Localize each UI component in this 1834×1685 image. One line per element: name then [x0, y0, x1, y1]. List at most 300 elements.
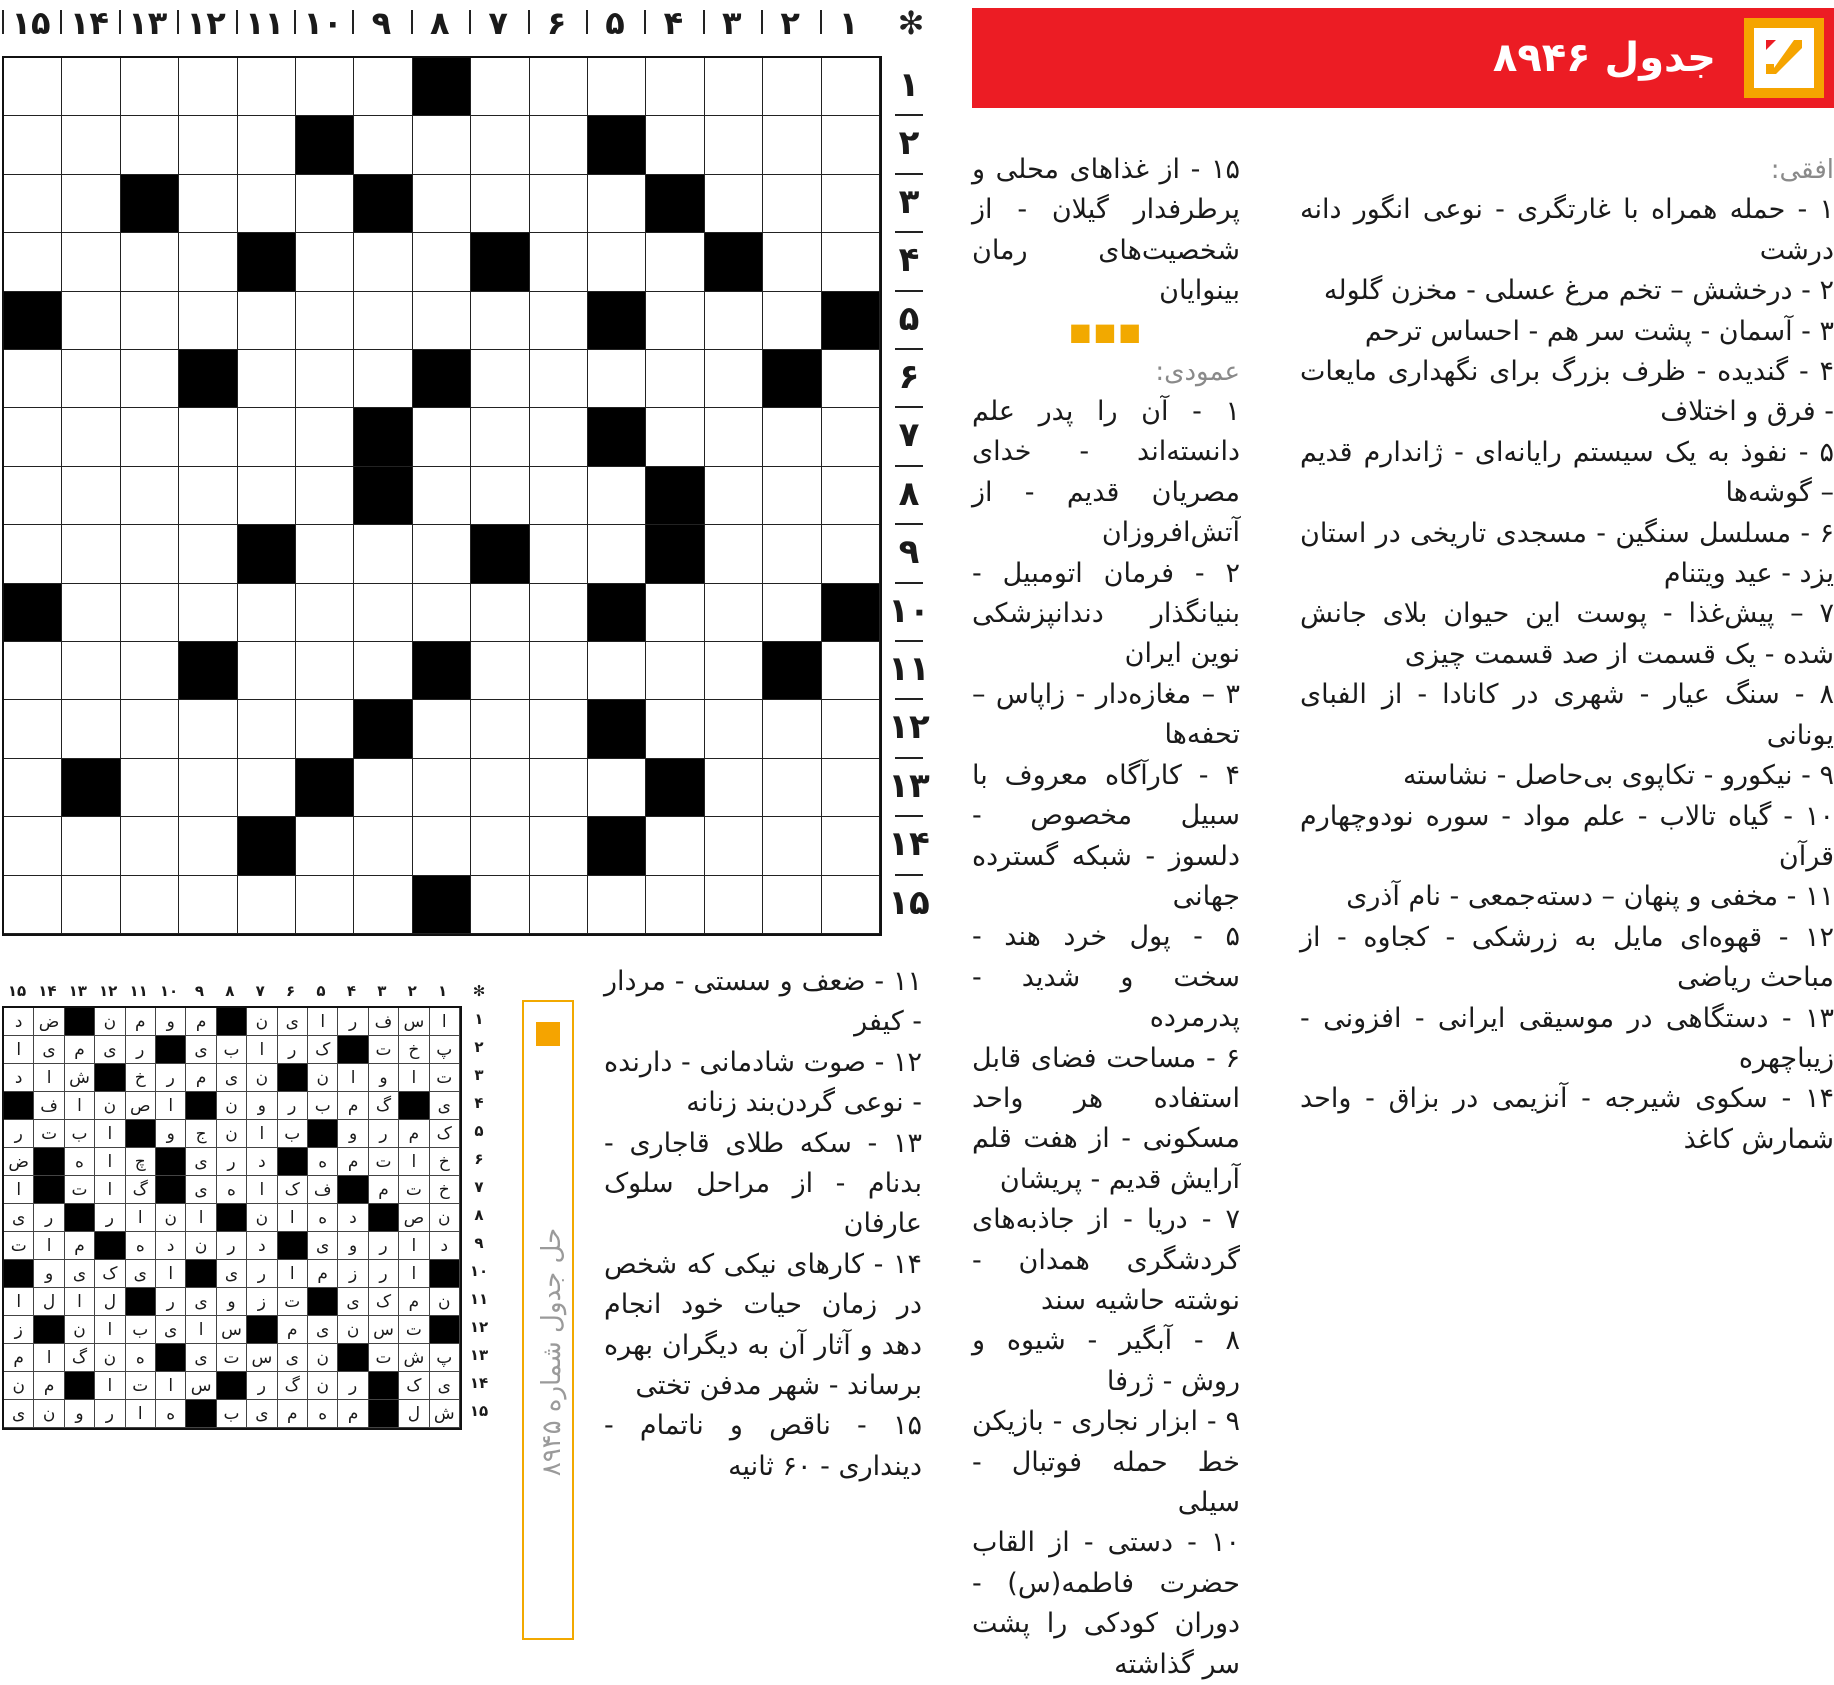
- grid-cell[interactable]: [530, 350, 588, 408]
- grid-cell[interactable]: [471, 292, 529, 350]
- grid-cell[interactable]: [646, 292, 704, 350]
- grid-cell[interactable]: [238, 292, 296, 350]
- solution-letter: ا: [34, 1344, 64, 1372]
- grid-cell[interactable]: [530, 700, 588, 758]
- grid-cell[interactable]: [4, 759, 62, 817]
- solution-letter: ا: [399, 1232, 429, 1260]
- grid-cell[interactable]: [646, 876, 704, 934]
- column-number: ۱۴: [69, 4, 109, 42]
- grid-cell[interactable]: [179, 58, 237, 116]
- clue-entry: ۱۱ - مخفی و پنهان – دسته‌جمعی - نام آذری: [1346, 881, 1834, 913]
- column-number: ۵: [605, 4, 625, 42]
- grid-cell[interactable]: [822, 233, 880, 291]
- black-square: [238, 525, 296, 583]
- grid-cell[interactable]: [588, 525, 646, 583]
- solution-letter: ت: [369, 1344, 399, 1372]
- grid-cell[interactable]: [763, 175, 821, 233]
- grid-cell[interactable]: [413, 116, 471, 174]
- grid-cell[interactable]: [121, 467, 179, 525]
- grid-cell[interactable]: [763, 700, 821, 758]
- grid-cell[interactable]: [62, 175, 120, 233]
- solution-black-square: [156, 1176, 186, 1204]
- grid-cell[interactable]: [4, 817, 62, 875]
- column-number: ۱۲: [186, 4, 226, 42]
- grid-cell[interactable]: [179, 175, 237, 233]
- grid-cell[interactable]: [121, 408, 179, 466]
- grid-cell[interactable]: [121, 759, 179, 817]
- grid-cell[interactable]: [471, 759, 529, 817]
- solution-letter: ر: [217, 1148, 247, 1176]
- grid-cell[interactable]: [705, 876, 763, 934]
- solution-letter: ن: [65, 1316, 95, 1344]
- solution-letter: ب: [65, 1120, 95, 1148]
- grid-cell[interactable]: [705, 525, 763, 583]
- grid-cell[interactable]: [588, 759, 646, 817]
- grid-cell[interactable]: [62, 467, 120, 525]
- solution-black-square: [95, 1064, 125, 1092]
- solution-letter: ت: [217, 1344, 247, 1372]
- grid-cell[interactable]: [296, 350, 354, 408]
- grid-cell[interactable]: [179, 759, 237, 817]
- grid-cell[interactable]: [413, 292, 471, 350]
- grid-cell[interactable]: [413, 233, 471, 291]
- solution-letter: ا: [278, 1204, 308, 1232]
- solution-letter: س: [369, 1316, 399, 1344]
- black-square: [705, 233, 763, 291]
- solution-letter: ک: [430, 1120, 460, 1148]
- grid-cell[interactable]: [705, 175, 763, 233]
- grid-cell[interactable]: [4, 408, 62, 466]
- grid-cell[interactable]: [822, 642, 880, 700]
- solution-letter: ا: [95, 1372, 125, 1400]
- grid-cell[interactable]: [471, 584, 529, 642]
- solution-letter: ا: [247, 1036, 277, 1064]
- solution-column-number: ۱۱: [129, 982, 148, 1000]
- grid-cell[interactable]: [588, 350, 646, 408]
- grid-cell[interactable]: [471, 642, 529, 700]
- solution-letter: د: [156, 1232, 186, 1260]
- grid-cell[interactable]: [471, 408, 529, 466]
- solution-letter: ص: [399, 1204, 429, 1232]
- solution-black-square: [338, 1344, 368, 1372]
- solution-letter: ت: [430, 1064, 460, 1092]
- solution-letter: ل: [34, 1288, 64, 1316]
- grid-cell[interactable]: [471, 116, 529, 174]
- grid-cell[interactable]: [4, 700, 62, 758]
- solution-letter: ی: [430, 1372, 460, 1400]
- solution-letter: ی: [186, 1344, 216, 1372]
- solution-column-number: ۱۵: [7, 982, 27, 1000]
- grid-cell[interactable]: [238, 642, 296, 700]
- grid-cell[interactable]: [62, 876, 120, 934]
- grid-cell[interactable]: [179, 525, 237, 583]
- black-square: [822, 584, 880, 642]
- solution-letter: ه: [65, 1148, 95, 1176]
- grid-cell[interactable]: [62, 408, 120, 466]
- grid-cell[interactable]: [705, 642, 763, 700]
- grid-cell[interactable]: [763, 759, 821, 817]
- grid-cell[interactable]: [822, 467, 880, 525]
- solution-black-square: [65, 1008, 95, 1036]
- solution-letter: ی: [95, 1036, 125, 1064]
- row-separator: [895, 173, 923, 175]
- grid-cell[interactable]: [763, 876, 821, 934]
- grid-cell[interactable]: [354, 642, 412, 700]
- grid-cell[interactable]: [62, 642, 120, 700]
- grid-cell[interactable]: [4, 58, 62, 116]
- grid-cell[interactable]: [763, 116, 821, 174]
- grid-cell[interactable]: [121, 817, 179, 875]
- black-square: [4, 292, 62, 350]
- solution-letter: ش: [430, 1400, 460, 1428]
- grid-cell[interactable]: [763, 408, 821, 466]
- grid-cell[interactable]: [238, 350, 296, 408]
- grid-cell[interactable]: [413, 700, 471, 758]
- solution-letter: ب: [278, 1120, 308, 1148]
- grid-cell[interactable]: [588, 233, 646, 291]
- grid-cell[interactable]: [471, 58, 529, 116]
- grid-cell[interactable]: [588, 58, 646, 116]
- grid-cell[interactable]: [296, 817, 354, 875]
- grid-cell[interactable]: [354, 876, 412, 934]
- black-square: [413, 876, 471, 934]
- grid-cell[interactable]: [121, 700, 179, 758]
- grid-cell[interactable]: [413, 759, 471, 817]
- grid-cell[interactable]: [179, 408, 237, 466]
- grid-cell[interactable]: [179, 467, 237, 525]
- grid-cell[interactable]: [296, 467, 354, 525]
- grid-cell[interactable]: [763, 817, 821, 875]
- grid-cell[interactable]: [354, 584, 412, 642]
- grid-cell[interactable]: [646, 642, 704, 700]
- grid-cell[interactable]: [822, 876, 880, 934]
- black-square: [179, 642, 237, 700]
- grid-cell[interactable]: [354, 292, 412, 350]
- grid-cell[interactable]: [238, 58, 296, 116]
- row-separator: [895, 114, 923, 116]
- solution-letter: ت: [4, 1232, 34, 1260]
- grid-cell[interactable]: [705, 584, 763, 642]
- grid-cell[interactable]: [705, 817, 763, 875]
- grid-cell[interactable]: [179, 584, 237, 642]
- grid-cell[interactable]: [296, 876, 354, 934]
- solution-letter: د: [247, 1232, 277, 1260]
- grid-cell[interactable]: [530, 58, 588, 116]
- solution-row-number: ۶: [474, 1150, 484, 1168]
- grid-cell[interactable]: [763, 467, 821, 525]
- grid-cell[interactable]: [530, 292, 588, 350]
- grid-cell[interactable]: [588, 175, 646, 233]
- grid-cell[interactable]: [62, 700, 120, 758]
- grid-cell[interactable]: [822, 116, 880, 174]
- grid-cell[interactable]: [471, 817, 529, 875]
- grid-cell[interactable]: [646, 58, 704, 116]
- solution-letter: م: [278, 1316, 308, 1344]
- grid-cell[interactable]: [530, 642, 588, 700]
- clue-entry: ۱۵ - از غذاهای محلی و پرطرفدار گیلان - از شخصیت‌های رمان بینوایان: [972, 154, 1240, 307]
- section-divider: ■■■: [1068, 317, 1144, 346]
- solution-letter: ی: [308, 1232, 338, 1260]
- solution-letter: ر: [369, 1120, 399, 1148]
- solution-letter: ف: [34, 1092, 64, 1120]
- solution-letter: م: [186, 1064, 216, 1092]
- solution-column-labels: [0, 982, 492, 1006]
- grid-cell[interactable]: [822, 525, 880, 583]
- black-square: [646, 467, 704, 525]
- solution-black-square: [247, 1316, 277, 1344]
- clue-entry: ۲ - درخشش – تخم مرغ عسلی - مخزن گلوله: [1323, 275, 1834, 307]
- solution-black-square: [126, 1288, 156, 1316]
- grid-cell[interactable]: [179, 233, 237, 291]
- grid-cell[interactable]: [354, 817, 412, 875]
- grid-cell[interactable]: [238, 700, 296, 758]
- clue-entry: ۱۰ - گیاه تالاب - علم مواد - سوره نودوچهارم قرآن: [1300, 800, 1834, 872]
- grid-cell[interactable]: [530, 759, 588, 817]
- grid-cell[interactable]: [238, 584, 296, 642]
- grid-cell[interactable]: [471, 350, 529, 408]
- grid-cell[interactable]: [822, 58, 880, 116]
- grid-cell[interactable]: [238, 759, 296, 817]
- grid-cell[interactable]: [763, 525, 821, 583]
- grid-cell[interactable]: [646, 408, 704, 466]
- grid-cell[interactable]: [705, 116, 763, 174]
- grid-cell[interactable]: [822, 175, 880, 233]
- grid-cell[interactable]: [238, 175, 296, 233]
- grid-cell[interactable]: [296, 292, 354, 350]
- row-separator: [895, 582, 923, 584]
- grid-cell[interactable]: [354, 116, 412, 174]
- grid-cell[interactable]: [179, 116, 237, 174]
- grid-cell[interactable]: [413, 175, 471, 233]
- grid-cell[interactable]: [646, 584, 704, 642]
- solution-letter: س: [399, 1008, 429, 1036]
- grid-cell[interactable]: [705, 350, 763, 408]
- grid-cell[interactable]: [530, 116, 588, 174]
- grid-cell[interactable]: [296, 58, 354, 116]
- grid-cell[interactable]: [121, 876, 179, 934]
- grid-cell[interactable]: [705, 58, 763, 116]
- solution-letter: خ: [430, 1176, 460, 1204]
- grid-cell[interactable]: [354, 525, 412, 583]
- row-number: ۱۲: [888, 707, 930, 748]
- solution-letter: ا: [247, 1120, 277, 1148]
- solution-row-number: ۳: [474, 1066, 484, 1084]
- clue-entry: ۲ - فرمان اتومبیل - بنیانگذار دندانپزشکی نوین ایران: [972, 557, 1240, 670]
- grid-cell[interactable]: [354, 759, 412, 817]
- grid-cell[interactable]: [763, 58, 821, 116]
- grid-cell[interactable]: [296, 584, 354, 642]
- grid-cell[interactable]: [296, 525, 354, 583]
- grid-cell[interactable]: [705, 408, 763, 466]
- grid-cell[interactable]: [763, 233, 821, 291]
- grid-cell[interactable]: [763, 292, 821, 350]
- grid-cell[interactable]: [705, 700, 763, 758]
- grid-cell[interactable]: [62, 116, 120, 174]
- grid-cell[interactable]: [296, 233, 354, 291]
- grid-cell[interactable]: [62, 525, 120, 583]
- grid-cell[interactable]: [588, 876, 646, 934]
- grid-cell[interactable]: [413, 467, 471, 525]
- grid-cell[interactable]: [179, 700, 237, 758]
- column-separator: [294, 10, 296, 34]
- grid-cell[interactable]: [62, 233, 120, 291]
- grid-cell[interactable]: [471, 175, 529, 233]
- grid-cell[interactable]: [413, 525, 471, 583]
- grid-cell[interactable]: [705, 759, 763, 817]
- solution-black-square: [369, 1204, 399, 1232]
- row-number: ۹: [898, 532, 920, 573]
- grid-cell[interactable]: [179, 817, 237, 875]
- vertical-clues-continued: [604, 962, 922, 1487]
- grid-cell[interactable]: [296, 700, 354, 758]
- grid-cell[interactable]: [413, 408, 471, 466]
- grid-cell[interactable]: [354, 233, 412, 291]
- grid-cell[interactable]: [646, 817, 704, 875]
- solution-letter: س: [186, 1372, 216, 1400]
- solution-black-square: [278, 1232, 308, 1260]
- grid-cell[interactable]: [705, 292, 763, 350]
- column-separator: [644, 10, 646, 34]
- grid-cell[interactable]: [121, 233, 179, 291]
- grid-cell[interactable]: [62, 817, 120, 875]
- grid-cell[interactable]: [471, 700, 529, 758]
- grid-cell[interactable]: [4, 175, 62, 233]
- solution-black-square: [186, 1092, 216, 1120]
- solution-letter: ن: [217, 1092, 247, 1120]
- grid-cell[interactable]: [822, 817, 880, 875]
- black-square: [471, 233, 529, 291]
- grid-cell[interactable]: [530, 876, 588, 934]
- grid-cell[interactable]: [530, 175, 588, 233]
- grid-cell[interactable]: [296, 642, 354, 700]
- grid-cell[interactable]: [121, 642, 179, 700]
- grid-cell[interactable]: [121, 350, 179, 408]
- grid-cell[interactable]: [354, 350, 412, 408]
- grid-cell[interactable]: [413, 817, 471, 875]
- grid-cell[interactable]: [179, 292, 237, 350]
- grid-cell[interactable]: [646, 116, 704, 174]
- grid-cell[interactable]: [62, 350, 120, 408]
- grid-cell[interactable]: [471, 876, 529, 934]
- solution-letter: ی: [278, 1344, 308, 1372]
- solution-letter: ی: [430, 1092, 460, 1120]
- grid-cell[interactable]: [588, 642, 646, 700]
- grid-cell[interactable]: [121, 525, 179, 583]
- grid-cell[interactable]: [238, 876, 296, 934]
- solution-letter: ی: [247, 1400, 277, 1428]
- solution-letter: ا: [399, 1260, 429, 1288]
- grid-cell[interactable]: [822, 350, 880, 408]
- solution-letter: د: [4, 1008, 34, 1036]
- black-square: [296, 116, 354, 174]
- row-number: ۱۳: [888, 765, 930, 806]
- grid-cell[interactable]: [646, 350, 704, 408]
- solution-letter: و: [65, 1400, 95, 1428]
- solution-letter: م: [338, 1148, 368, 1176]
- grid-cell[interactable]: [121, 292, 179, 350]
- horizontal-clues: [1300, 150, 1834, 1160]
- solution-letter: و: [34, 1260, 64, 1288]
- grid-cell[interactable]: [413, 584, 471, 642]
- column-number: ۱۵: [11, 4, 51, 42]
- grid-cell[interactable]: [530, 525, 588, 583]
- black-square: [296, 759, 354, 817]
- grid-cell[interactable]: [62, 58, 120, 116]
- solution-grid: [2, 1006, 462, 1430]
- clue-entry: ۱۰ - دستی - از القاب حضرت فاطمه(س) - دوران کودکی را پشت سر گذاشته: [972, 1527, 1240, 1680]
- solution-letter: ر: [369, 1260, 399, 1288]
- grid-cell[interactable]: [179, 876, 237, 934]
- column-separator: [177, 10, 179, 34]
- grid-cell[interactable]: [763, 584, 821, 642]
- grid-cell[interactable]: [646, 233, 704, 291]
- solution-black-square: [34, 1176, 64, 1204]
- column-separator: [60, 10, 62, 34]
- grid-cell[interactable]: [4, 233, 62, 291]
- solution-letter: ن: [247, 1064, 277, 1092]
- solution-letter: م: [399, 1288, 429, 1316]
- grid-cell[interactable]: [238, 408, 296, 466]
- solution-letter: ل: [399, 1400, 429, 1428]
- grid-cell[interactable]: [471, 467, 529, 525]
- solution-letter: ا: [156, 1092, 186, 1120]
- grid-cell[interactable]: [822, 700, 880, 758]
- grid-cell[interactable]: [530, 467, 588, 525]
- solution-letter: و: [156, 1008, 186, 1036]
- grid-cell[interactable]: [296, 408, 354, 466]
- grid-cell[interactable]: [588, 467, 646, 525]
- grid-cell[interactable]: [530, 584, 588, 642]
- solution-letter: ی: [278, 1008, 308, 1036]
- grid-cell[interactable]: [238, 467, 296, 525]
- puzzle-header-banner: [972, 8, 1834, 108]
- grid-cell[interactable]: [4, 467, 62, 525]
- grid-cell[interactable]: [822, 759, 880, 817]
- solution-letter: م: [65, 1036, 95, 1064]
- clue-entry: ۵ - پول خرد هند - سخت و شدید - پدرمرده: [972, 921, 1240, 1034]
- grid-cell[interactable]: [530, 817, 588, 875]
- grid-cell[interactable]: [530, 408, 588, 466]
- grid-cell[interactable]: [646, 700, 704, 758]
- grid-cell[interactable]: [62, 584, 120, 642]
- grid-cell[interactable]: [354, 58, 412, 116]
- grid-cell[interactable]: [822, 408, 880, 466]
- grid-cell[interactable]: [705, 467, 763, 525]
- grid-cell[interactable]: [121, 116, 179, 174]
- grid-cell[interactable]: [62, 292, 120, 350]
- row-number: ۷: [898, 415, 920, 456]
- grid-cell[interactable]: [4, 116, 62, 174]
- row-separator: [895, 698, 923, 700]
- solution-letter: ت: [278, 1288, 308, 1316]
- grid-cell[interactable]: [4, 876, 62, 934]
- grid-cell[interactable]: [238, 116, 296, 174]
- grid-cell[interactable]: [530, 233, 588, 291]
- grid-cell[interactable]: [121, 58, 179, 116]
- solution-column-number: ۵: [316, 982, 326, 1000]
- grid-cell[interactable]: [4, 525, 62, 583]
- solution-letter: ا: [278, 1260, 308, 1288]
- grid-cell[interactable]: [4, 642, 62, 700]
- grid-cell[interactable]: [4, 350, 62, 408]
- grid-cell[interactable]: [121, 584, 179, 642]
- solution-column-number: ۷: [255, 982, 265, 1000]
- horizontal-heading: افقی:: [1770, 155, 1834, 185]
- solution-letter: ر: [278, 1092, 308, 1120]
- grid-cell[interactable]: [296, 175, 354, 233]
- solution-letter: ا: [430, 1008, 460, 1036]
- row-separator: [895, 348, 923, 350]
